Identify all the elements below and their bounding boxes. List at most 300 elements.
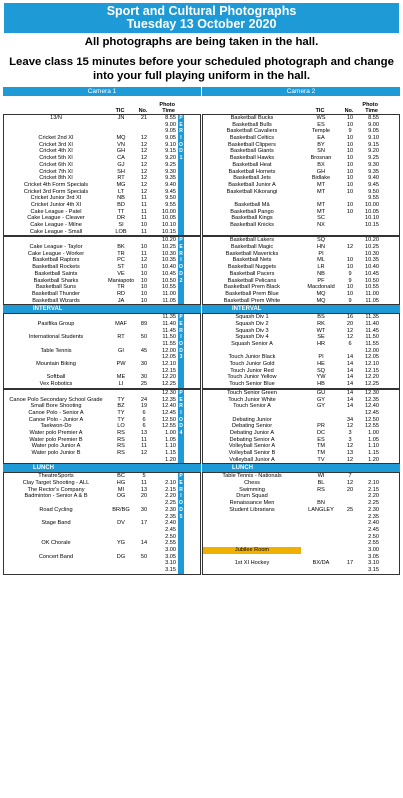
column-subheader: TIC No. Photo Time (115, 102, 175, 114)
photo-time: 12.35 (365, 396, 379, 403)
period-marker: 4 (179, 429, 183, 436)
schedule-row (203, 264, 399, 271)
period-marker: D (179, 347, 183, 354)
period-3-left (3, 313, 201, 389)
page-date: Tuesday 13 October 2020 (126, 17, 277, 31)
schedule-row (4, 271, 200, 278)
period-marker (178, 298, 184, 305)
schedule-row (203, 423, 399, 430)
period-marker: 5 (179, 513, 183, 520)
photo-time: 2.50 (368, 533, 379, 540)
teacher-in-charge: MQ (316, 297, 326, 304)
member-count: 16 (346, 314, 354, 321)
photo-time: 1.15 (368, 450, 379, 456)
photo-time: 1.20 (368, 456, 379, 463)
member-count: 14 (346, 374, 354, 381)
activity-name: Touch Senior Blue (229, 381, 275, 388)
member-count: 30 (140, 374, 148, 381)
teacher-in-charge (108, 328, 134, 335)
activity-name (203, 534, 301, 541)
member-count: 14 (346, 389, 354, 396)
member-count: 11 (141, 201, 147, 208)
photo-time: 3.05 (165, 553, 176, 560)
member-count: 50 (140, 334, 148, 341)
activity-name: Clay Target Shooting - ALL (22, 480, 90, 487)
period-marker (178, 450, 184, 457)
photo-time: 9.30 (165, 168, 176, 175)
schedule-row (4, 443, 200, 450)
teacher-in-charge: BK (117, 244, 125, 251)
activity-name: Basketball Raptors (32, 257, 80, 264)
teacher-in-charge: LOB (115, 228, 127, 235)
photo-time: 12.30 (365, 389, 379, 396)
member-count: 10 (140, 270, 148, 277)
member-count: 10 (346, 155, 354, 162)
schedule-row (4, 500, 200, 507)
teacher-in-charge: PF (317, 277, 325, 284)
period-marker: I (178, 135, 184, 142)
activity-name: Touch Junior Yellow (227, 374, 277, 381)
member-count (134, 122, 154, 129)
schedule-row (4, 321, 200, 328)
period-marker: D (179, 270, 183, 277)
activity-name: Cake League - Cleaver (27, 215, 85, 222)
schedule-row (4, 348, 200, 355)
teacher-in-charge (108, 128, 134, 135)
activity-name: Basketball Celtics (229, 135, 275, 142)
teacher-in-charge: LI (118, 381, 124, 388)
teacher-in-charge: RD (116, 290, 126, 297)
member-count: 14 (346, 396, 354, 403)
schedule-row (4, 135, 200, 142)
member-count: 10 (346, 115, 354, 121)
schedule-row (203, 162, 399, 169)
activity-name: Debating Senior (231, 423, 273, 430)
teacher-in-charge: ES (317, 436, 325, 443)
activity-name: Basketball Heat (232, 161, 272, 168)
member-count: 20 (346, 486, 354, 493)
photo-time: 2.15 (165, 486, 176, 493)
schedule-row (203, 328, 399, 335)
schedule-row (4, 480, 200, 487)
member-count: 17 (140, 520, 148, 527)
member-count: 13 (346, 450, 354, 456)
teacher-in-charge: RT (117, 334, 125, 341)
teacher-in-charge: JA (117, 297, 125, 304)
photo-time: 8.55 (165, 115, 176, 121)
period-marker (178, 534, 184, 541)
member-count: 11 (141, 443, 147, 450)
schedule-row (4, 229, 200, 236)
teacher-in-charge: GY (316, 403, 326, 410)
teacher-in-charge: BN (317, 500, 325, 507)
teacher-in-charge: TM (316, 450, 326, 456)
activity-name: Touch Senior Green (227, 389, 277, 396)
member-count: 12 (140, 141, 148, 148)
photo-time: 9.00 (368, 121, 379, 128)
member-count: 10 (346, 135, 354, 142)
photo-time: 2.20 (368, 493, 379, 500)
member-count: 10 (346, 290, 354, 297)
teacher-in-charge: RS (117, 436, 125, 443)
schedule-row (203, 390, 399, 397)
column-subheader: TIC No. Photo Time (315, 102, 378, 114)
teacher-in-charge: MQ (116, 135, 126, 142)
member-count: 10 (140, 264, 148, 271)
activity-name: Chess (244, 480, 260, 487)
photo-time: 2.20 (165, 493, 176, 500)
teacher-in-charge: RS (117, 443, 125, 450)
member-count: 9 (348, 297, 352, 304)
activity-name: Cricket 3rd XI (39, 141, 73, 148)
photo-time: 10.40 (162, 264, 176, 271)
teacher-in-charge: VN (117, 141, 125, 148)
photo-time: 9.00 (165, 121, 176, 128)
photo-time: 3.00 (165, 546, 176, 553)
photo-time: 11.45 (162, 327, 176, 334)
activity-name (203, 554, 301, 561)
schedule-row (203, 244, 399, 251)
photo-time: 1.20 (165, 456, 176, 463)
teacher-in-charge: NB (117, 195, 125, 202)
member-count: 25 (140, 381, 148, 388)
schedule-row (203, 374, 399, 381)
member-count: 10 (346, 188, 354, 195)
activity-name: Renaissance Men (229, 500, 275, 507)
activity-name (4, 328, 108, 335)
schedule-row (203, 410, 399, 417)
photo-time: 9.25 (165, 161, 176, 168)
photo-time: 2.45 (368, 526, 379, 533)
page-title: Sport and Cultural Photographs (106, 4, 297, 18)
activity-name (203, 514, 301, 521)
schedule-row (203, 148, 399, 155)
schedule-row (203, 520, 399, 527)
teacher-in-charge: BC (117, 473, 125, 480)
schedule-row (4, 195, 200, 202)
period-3-right (202, 313, 400, 389)
teacher-in-charge: YW (316, 374, 326, 381)
schedule-row (203, 473, 399, 480)
activity-name: Basketball Giants (230, 148, 274, 155)
period-marker (178, 291, 184, 298)
activity-name: Basketball Bulls (232, 121, 272, 128)
period-marker: 1 (179, 155, 183, 162)
teacher-in-charge (301, 554, 341, 561)
teacher-in-charge (301, 493, 341, 500)
activity-name: Basketball Rockets (32, 264, 80, 271)
period-marker: I (178, 334, 184, 341)
teacher-in-charge (108, 341, 134, 348)
schedule-row (203, 128, 399, 135)
teacher-in-charge: Temple (311, 128, 331, 135)
schedule-row (4, 222, 200, 229)
activity-name: Cricket 4th Form Specials (23, 181, 89, 188)
member-count: 10 (140, 284, 148, 291)
photo-time: 12.50 (162, 416, 176, 423)
photo-time: 2.10 (165, 480, 176, 487)
activity-name: Student Librarians (229, 506, 275, 513)
teacher-in-charge: VE (117, 270, 125, 277)
activity-name: Touch Junior Red (230, 367, 274, 374)
photo-time: 3.00 (368, 546, 379, 553)
period-marker: D (179, 423, 183, 430)
schedule-row (203, 507, 399, 514)
member-count: 14 (346, 354, 354, 361)
period-marker (178, 222, 184, 229)
period-marker (178, 361, 184, 368)
period-marker: D (179, 148, 183, 155)
camera-2-header: Camera 2 (202, 87, 400, 96)
member-count (134, 237, 154, 244)
period-marker (178, 437, 184, 444)
member-count: 10 (346, 161, 354, 168)
period-marker (178, 381, 184, 388)
schedule-row (4, 284, 200, 291)
member-count: 12 (140, 257, 148, 264)
schedule-row (4, 148, 200, 155)
photo-time: 10.25 (365, 244, 379, 251)
period-marker: E (179, 121, 183, 128)
period-marker: R (179, 250, 183, 257)
photo-time: 12.00 (365, 347, 379, 354)
photo-time: 2.30 (165, 506, 176, 513)
photo-time: 12.05 (162, 354, 176, 361)
schedule-row (203, 450, 399, 457)
photo-time: 2.25 (165, 500, 176, 507)
schedule-row (4, 142, 200, 149)
member-count: 13 (140, 486, 148, 493)
member-count: 6 (142, 416, 146, 423)
camera-2-column (202, 87, 400, 575)
member-count (134, 128, 154, 135)
teacher-in-charge: LT (117, 188, 125, 195)
teacher-in-charge (108, 567, 134, 574)
photo-time: 12.10 (365, 361, 379, 368)
activity-name (4, 457, 108, 464)
schedule-row (4, 264, 200, 271)
member-count: 11 (141, 480, 147, 487)
photo-time (359, 473, 381, 480)
period-marker (178, 209, 184, 216)
activity-name: Small Bore Shooting (30, 403, 82, 410)
photo-time: 9.10 (165, 141, 176, 148)
schedule-row (4, 403, 200, 410)
photo-time: 10.05 (162, 215, 176, 222)
photo-time: 9.45 (368, 181, 379, 188)
schedule-row (4, 560, 200, 567)
activity-name: Touch Junior Gold (229, 361, 275, 368)
teacher-in-charge (108, 314, 134, 321)
schedule-row (4, 473, 200, 480)
activity-name: Basketball Kikorangi (226, 188, 278, 195)
member-count (341, 237, 359, 244)
member-count (341, 251, 359, 258)
teacher-in-charge (108, 368, 134, 375)
schedule-row (203, 397, 399, 404)
activity-name: Canoe Polo Secondary School Grade (9, 396, 103, 403)
teacher-in-charge (108, 237, 134, 244)
schedule-row (203, 195, 399, 202)
activity-name (203, 540, 301, 547)
activity-name: Basketball Bucks (230, 115, 274, 121)
activity-name: Cricket 7th XI (39, 168, 73, 175)
photo-time: 11.35 (365, 314, 379, 321)
activity-name (4, 354, 108, 361)
teacher-in-charge: DG (116, 553, 126, 560)
schedule-row (203, 169, 399, 176)
teacher-in-charge: TY (117, 396, 125, 403)
member-count (341, 514, 359, 521)
member-count (341, 567, 359, 574)
activity-name: Volleyball Junior A (229, 456, 275, 463)
photo-time: 12.25 (162, 381, 176, 388)
photo-time: 12.15 (162, 367, 176, 374)
schedule-row (203, 222, 399, 229)
teacher-in-charge: WT (316, 327, 326, 334)
member-count (341, 348, 359, 355)
activity-name: Cricket Junior 4th XI (30, 201, 82, 208)
teacher-in-charge: MI (117, 486, 125, 493)
schedule-row (203, 480, 399, 487)
member-count: 10 (346, 201, 354, 208)
member-count: 10 (346, 168, 354, 175)
photo-time: 2.10 (368, 480, 379, 487)
photo-time (154, 473, 178, 480)
schedule-row (4, 527, 200, 534)
teacher-in-charge: PI (318, 250, 324, 257)
teacher-in-charge: MG (116, 181, 126, 188)
teacher-in-charge (301, 410, 341, 417)
schedule-row (203, 257, 399, 264)
schedule-row (203, 443, 399, 450)
photo-time: 9.10 (368, 135, 379, 142)
photo-time: 9.50 (368, 188, 379, 195)
schedule-row (4, 169, 200, 176)
teacher-in-charge: NX (317, 222, 325, 228)
activity-name: Cake League - Taylor (29, 244, 83, 251)
period-marker: O (179, 264, 183, 271)
schedule-row (4, 417, 200, 424)
schedule-row (4, 189, 200, 196)
activity-name (4, 514, 108, 521)
photo-time: 2.50 (165, 533, 176, 540)
member-count: 10 (346, 141, 354, 148)
schedule-row (203, 142, 399, 149)
teacher-in-charge: RS (117, 450, 125, 456)
activity-name: Cake League - Milne (30, 222, 82, 228)
teacher-in-charge: RS (317, 486, 325, 493)
activity-name: Jubilee Room (203, 547, 301, 554)
member-count: 6 (142, 423, 146, 430)
teacher-in-charge (301, 520, 341, 527)
schedule-row (203, 540, 399, 547)
period-marker: E (179, 480, 183, 487)
member-count: 30 (140, 506, 148, 513)
photo-time: 11.05 (162, 297, 176, 304)
member-count: 10 (346, 175, 354, 182)
lunch-bar-right: LUNCH (202, 464, 400, 472)
teacher-in-charge (108, 354, 134, 361)
member-count: 9 (348, 270, 352, 277)
period-marker (178, 189, 184, 196)
activity-name (4, 527, 108, 534)
schedule-row (4, 354, 200, 361)
teacher-in-charge: DV (117, 520, 125, 527)
schedule-row (4, 567, 200, 574)
activity-name: TheatreSports (38, 473, 74, 480)
activity-name: Basketball Suns (35, 284, 77, 291)
teacher-in-charge (108, 122, 134, 129)
teacher-in-charge: TV (317, 456, 325, 463)
teacher-in-charge: GY (316, 396, 326, 403)
activity-name: Canoe Polo - Junior A (28, 416, 84, 423)
teacher-in-charge: ME (116, 374, 126, 381)
activity-name (4, 237, 108, 244)
member-count: 10 (140, 290, 148, 297)
schedule-row (4, 390, 200, 397)
activity-name: Swimming (239, 486, 265, 493)
activity-name: Cricket 2nd XI (38, 135, 74, 142)
member-count (134, 390, 154, 397)
teacher-in-charge: BR/BG (112, 506, 130, 513)
schedule-row (203, 229, 399, 236)
period-2-right (202, 236, 400, 305)
schedule-row (203, 298, 399, 305)
schedule-row (4, 507, 200, 514)
teacher-in-charge: WS (316, 115, 326, 121)
teacher-in-charge: Bidlake (311, 175, 331, 182)
schedule-row (4, 155, 200, 162)
schedule-row (203, 361, 399, 368)
schedule-row (4, 291, 200, 298)
teacher-in-charge: PW (116, 361, 126, 368)
member-count: 6 (142, 409, 146, 416)
photo-time: 12.05 (365, 354, 379, 361)
member-count (134, 341, 154, 348)
teacher-in-charge (108, 534, 134, 541)
member-count: 14 (346, 403, 354, 410)
activity-name: Basketball Thunder (31, 290, 81, 297)
period-marker: R (179, 128, 183, 135)
member-count: 11 (141, 250, 147, 257)
member-count: 45 (140, 347, 148, 354)
period-marker (178, 527, 184, 534)
photo-time: 9.30 (368, 161, 379, 168)
member-count: 12 (346, 456, 354, 463)
schedule-row (4, 278, 200, 285)
member-count: 10 (346, 264, 354, 271)
photo-time: 10.10 (162, 222, 176, 228)
schedule-row (203, 122, 399, 129)
teacher-in-charge: LANGLEY (308, 506, 334, 513)
schedule-row (4, 314, 200, 321)
schedule-row (203, 209, 399, 216)
schedule-row (203, 334, 399, 341)
member-count: 12 (140, 181, 148, 188)
schedule-row (203, 202, 399, 209)
member-count: 10 (140, 297, 148, 304)
photo-time: 11.50 (365, 334, 379, 341)
activity-name (4, 122, 108, 129)
schedule-row (4, 182, 200, 189)
member-count: 12 (346, 334, 354, 341)
teacher-in-charge: GH (116, 148, 126, 155)
schedule-row (203, 115, 399, 122)
member-count: 11 (141, 215, 147, 222)
photo-time: 10.35 (365, 257, 379, 264)
schedule-row (4, 209, 200, 216)
